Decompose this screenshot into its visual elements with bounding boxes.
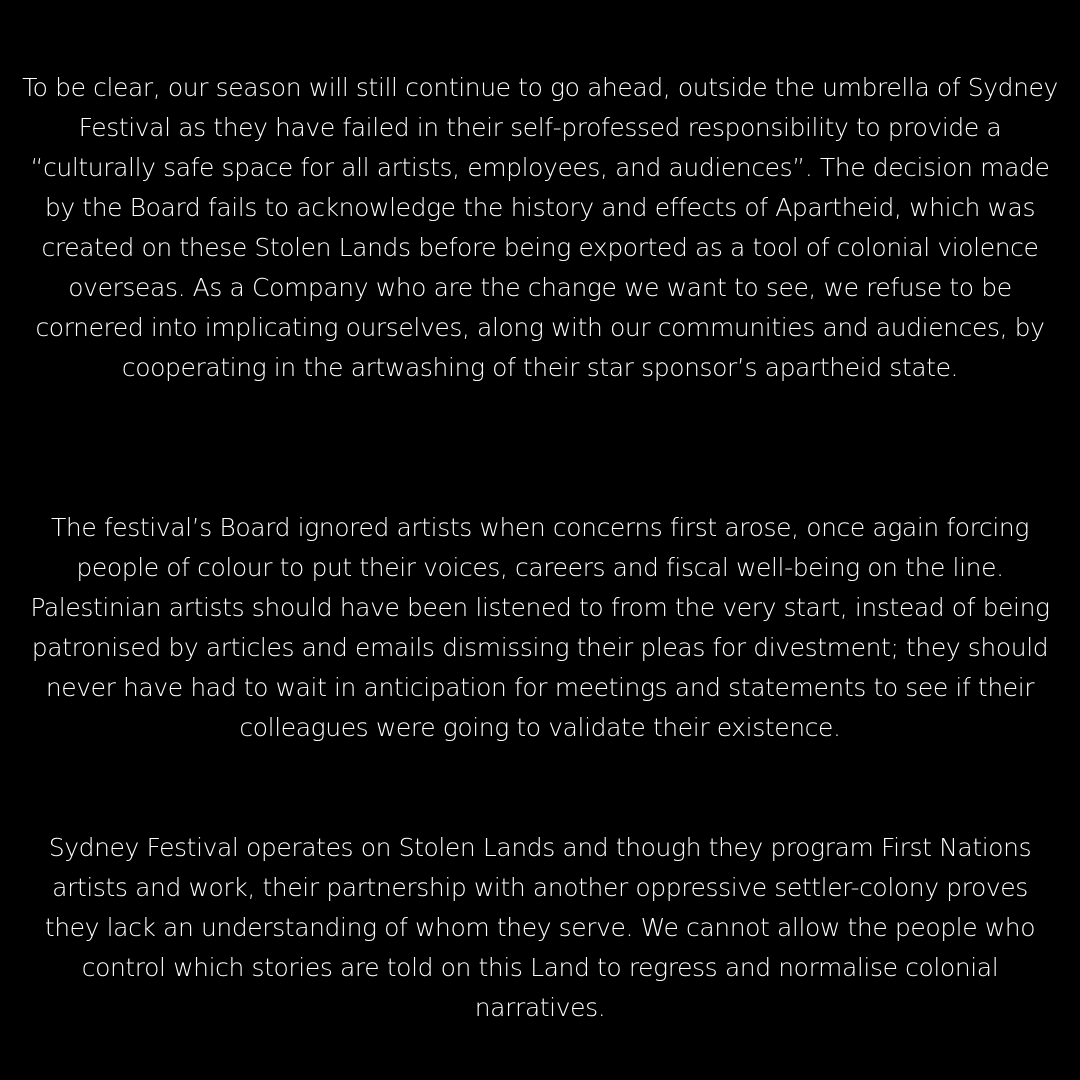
paragraph-stolen-lands: Sydney Festival operates on Stolen Lands and though they program First Nations artists and work, their partnership with another oppressive settler-colony proves they lack an understanding of whom they serve. We cannot allow the people who control which stories are told on this Land to regress and normalise colonial narratives.: [44, 833, 1036, 1022]
paragraph-season-continues: To be clear, our season will still continue to go ahead, outside the umbrella of Sydney Festival as they have failed in their self-professed responsibility to provide a “culturally safe space for all artists, employees, and audiences”. The decision made by the Board fails to acknowledge the history and effects of Apartheid, which was created on these Stolen Lands before being exported as a tool of colonial violence overseas. As a Company who are the change we want to see, we refuse to be cornered into implicating ourselves, along with our communities and audiences, by cooperating in the artwashing of their star sponsor’s apartheid state.: [22, 73, 1058, 382]
paragraph-board-ignored-artists: The festival’s Board ignored artists when concerns first arose, once again forcing people of colour to put their voices, careers and fiscal well-being on the line. Palestinian artists should have been listened to from the very start, instead of being patronised by articles and emails dismissing their pleas for divestment; they should never have had to wait in anticipation for meetings and statements to see if their colleagues were going to validate their existence.: [30, 513, 1050, 742]
